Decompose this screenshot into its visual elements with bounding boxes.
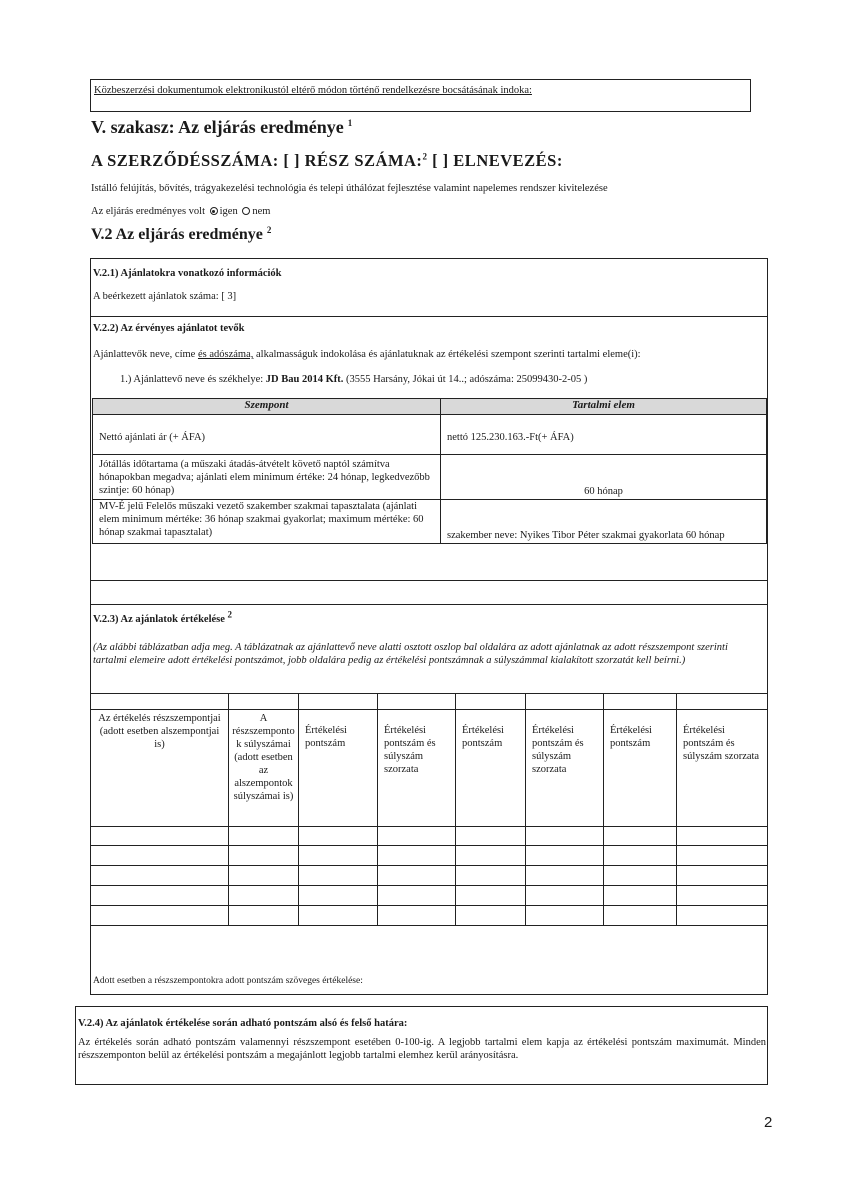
radio-yes[interactable] [210, 207, 218, 215]
success-line: Az eljárás eredményes volt igen nem [91, 206, 271, 217]
eval-header-product-1: Értékelési pontszám és súlyszám szorzata [378, 710, 456, 827]
criteria-row-1-criterion: Nettó ajánlati ár (+ ÁFA) [93, 415, 441, 455]
eval-row [91, 906, 768, 926]
page-number: 2 [764, 1114, 773, 1131]
eval-row [91, 886, 768, 906]
criteria-table [92, 398, 767, 544]
radio-no[interactable] [242, 207, 250, 215]
top-box [90, 79, 751, 112]
eval-header-weights: A részszemponto k súlyszámai (adott esetben az alszempontok súlyszámai is) [229, 710, 299, 827]
v2-title: V.2 Az eljárás eredménye $^2$ [91, 224, 272, 243]
criteria-row-2-value: 60 hónap [441, 455, 767, 500]
v22-intro: Ajánlattevők neve, címe és adószáma, alkalmasságuk indokolása és ajánlatuknak az értékelési szempont szerinti tartalmi eleme(i): [93, 349, 641, 360]
eval-header-score-3: Értékelési pontszám [604, 710, 677, 827]
v21-title: V.2.1) Ajánlatokra vonatkozó információk [93, 268, 282, 279]
v21-text: A beérkezett ajánlatok száma: [ 3] [93, 291, 237, 302]
eval-header-product-3: Értékelési pontszám és súlyszám szorzata [677, 710, 768, 827]
v22-bidder: 1.) Ajánlattevő neve és székhelye: JD Bau 2014 Kft. (3555 Harsány, Jókai út 14..; adószáma: 25099430-2-05 ) [120, 374, 588, 385]
criteria-row-3-criterion: MV-É jelű Felelős műszaki vezető szakember szakmai tapasztalata (ajánlati elem minimum mértéke: 36 hónap szakmai gyakorlat; maximum mértéke: 60 hónap szakmai tapasztalat) [93, 500, 441, 544]
v24-text: Az értékelés során adható pontszám valamennyi részszempont esetében 0-100-ig. A legjobb tartalmi elem kapja az értékelési pontszám maximumát. Minden részszemponton belül az értékelési pontszám a megajánlott legjobb tartalmi elemhez kerül arányosításra. [78, 1037, 766, 1061]
criteria-header-value: Tartalmi elem [441, 399, 767, 415]
eval-row [91, 827, 768, 846]
v24-title: V.2.4) Az ajánlatok értékelése során adható pontszám alsó és felső határa: [78, 1018, 408, 1029]
criteria-row-2-criterion: Jótállás időtartama (a műszaki átadás-átvételt követő naptól számítva hónapokban megadva; ajánlati elem minimum értéke: 24 hónap, legkedvezőbb szintje: 60 hónap) [93, 455, 441, 500]
eval-row [91, 866, 768, 886]
criteria-row-3-value: szakember neve: Nyikes Tibor Péter szakmai gyakorlata 60 hónap [441, 500, 767, 544]
eval-header-criteria: Az értékelés részszempontjai (adott esetben alszempontjai is) [91, 710, 229, 827]
eval-header-score-1: Értékelési pontszám [299, 710, 378, 827]
criteria-row-1-value: nettó 125.230.163.-Ft(+ ÁFA) [441, 415, 767, 455]
v23-note: (Az alábbi táblázatban adja meg. A táblázatnak az ajánlattevő neve alatti osztott oszlop bal oldalára az adott ajánlatnak az adott részszempont szerinti tartalmi elemeire adott értékelési pontszámot, jobb oldalára pedig az értékelési pontszámnak a súlyszámmal kialakított szorzatát kell beírni.) [93, 642, 728, 666]
eval-row [91, 846, 768, 866]
contract-line: A SZERZŐDÉSSZÁMA: [ ] RÉSZ SZÁMA:$^2$ [ ] ELNEVEZÉS: [91, 151, 563, 170]
section-v-title: V. szakasz: Az eljárás eredménye $^1$ [91, 117, 353, 137]
eval-header-product-2: Értékelési pontszám és súlyszám szorzata [526, 710, 604, 827]
evaluation-table [90, 693, 768, 926]
eval-header-score-2: Értékelési pontszám [456, 710, 526, 827]
top-box-text: Közbeszerzési dokumentumok elektronikustól eltérő módon történő rendelkezésre bocsátásának indoka: [94, 85, 532, 96]
v23-title: V.2.3) Az ajánlatok értékelése 2 [93, 609, 233, 625]
v23-footer: Adott esetben a részszempontokra adott pontszám szöveges értékelése: [93, 976, 363, 986]
v22-title: V.2.2) Az érvényes ajánlatot tevők [93, 323, 245, 334]
project-name: Istálló felújítás, bővítés, trágyakezelési technológia és telepi úthálózat fejlesztése valamint napelemes rendszer kivitelezése [91, 183, 608, 194]
criteria-header-criterion: Szempont [93, 399, 441, 415]
